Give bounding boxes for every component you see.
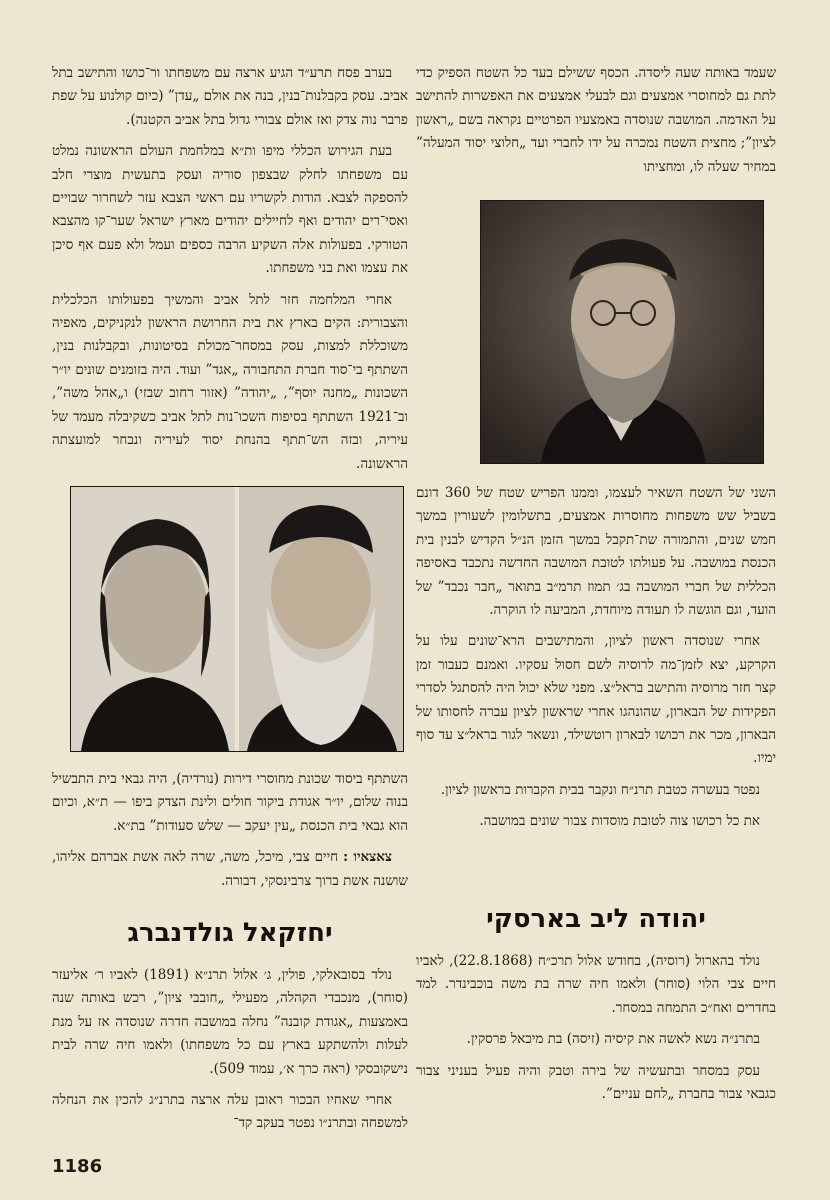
paragraph: אחרי המלחמה חזר לתל אביב והמשיך בפעולותו הכלכלית והצבורית: הקים בארץ את בית החרושת הראשון לנקניקים, מאפיה משוכללת למצות, עסק במסחר־מכולת בסיטונות, ובקבלנות בנין, השתתף בי־סוד חברת התחבורה „אגד” ועוד. היה בזומנים שונים יו״ר השכונות „מחנה יוסף”, „יהודה” (אזור רחוב שבזי) ו„אהל משה”, וב־1921 השתתף בסיפוח השכו־נות לתל אביב כשקיבלה מעמד של עיריה, ובזה הש־תתף בהנחת יסוד לעיריה ונבחר למועצתה הראשונה. <box>52 291 408 472</box>
paragraph: השתתף ביסוד שכונת מחוסרי דירות (נורדיה), היה גבאי בית התבשיל בנוה שלום, יו״ר אגודת ביקור חולים ולינת הצדק ביפו — ת״א, וכיום הוא גבאי בית הכנסת „עין יעקב — שלש סעודות” בת״א. <box>52 771 408 834</box>
portrait-photo <box>480 200 764 464</box>
couple-photo <box>70 486 404 752</box>
paragraph: אחרי שאחיו הבכור ראובן עלה ארצה בתרנ״ג להכין את הנחלה למשפחה ובתרנ״ו נפטר בעקב קד־ <box>52 1092 408 1132</box>
section-heading-right: יהודה ליב בארסקי <box>486 904 706 934</box>
paragraph: בתרנ״ה נשא לאשה את קיסיה (זיסה) בת מיכאל פרסקין. <box>466 1031 760 1048</box>
portrait-elderly-man-icon <box>481 201 763 463</box>
paragraph: עסק במסחר ובתעשיה של בירה וטבק והיה פעיל בעניני צבור כגבאי צבור בחברת „לחם עניים”. <box>416 1062 776 1103</box>
page-number: 1186 <box>52 1156 103 1177</box>
section-heading-left: יחזקאל גולדנברג <box>127 918 333 948</box>
paragraph: נולד בסובאלקי, פולין, ג׳ אלול תרנ״א (1891) לאביו ר׳ אליעזר (סוחר), מנכבדי הקהלה, מפעילי „חובבי ציון”, רכש באותה שנה באמצעות „אגודת קובנה” נחלה במושבה חדרה שנוסדה אז על מנת לעלות ולהשתקע בארץ עם כל משפחתו) ולאמו חיה שרה לבית נישקובסקי (ראה כרך א׳, עמוד 509). <box>52 967 408 1077</box>
descendants-text: חיים צבי, מיכל, משה, שרה לאה אשת אברהם אליהו, שושנה אשת ברוך צרבינסקי, דבורה. <box>52 849 408 889</box>
paragraph: שעמד באותה שעה ליסדה. הכסף ששילם בעד כל השטח הספיק כדי לתת גם למחוסרי אמצעים וגם לבעלי אמצעים את האפשרות להתישב על האדמה. המושבה שנוסדה באמצעיו הפרטיים נקראה בשם „ראשון לציון”; מחצית השטח נמכרה על ידו לחברי ועד „חלוצי יסוד המעלה” במחיר שעלה לו, ומחציתו <box>416 65 776 175</box>
paragraph: אחרי שנוסדה ראשון לציון, והמתישבים הרא־שונים עלו על הקרקע, יצא לזמן־מה לרוסיה לשם חסול עסקיו. ואמנם כעבור זמן קצר חזר מרוסיה והתישב בראל״צ. מפני שלא יכול היה להסתגל לסדרי הפקידות של הבארון, שהונהגו אחרי שראשון לציון עברה לחסותו של הבארון, מכר את רכושו לבארון רוטשילד, ונשאר לגור בראל״צ עד סוף ימיו. <box>416 633 776 767</box>
paragraph: נולד בהארול (רוסיה), בחודש אלול תרכ״ח (22.8.1868), לאביו חיים צבי הלוי (סוחר) ולאמו חיה שרה בת משה בוכבינדר. למד בחדרים ואח״כ התמחה במסחר. <box>416 953 776 1016</box>
left-column-top <box>52 62 408 472</box>
descendants-label: צאצאיו : <box>343 849 392 866</box>
portrait-couple-icon <box>71 487 403 751</box>
paragraph: בעת הגירוש הכללי מיפו ות״א במלחמת העולם הראשונה נמלט עם משפחתו לחלק שבצפון סוריה ועסק בתעשית מוצרי חלב להספקה לצבא. הודות לקשריו עם ראשי הצבא עזר לשחרור שבויים ואסי־רים יהודים ואף לחיילים יהודים מארץ ישראל שער־קו מהצבא הטורקי. בפעולות אלה השקיע הרבה כספים ועמל ולא פעם אף סיכן את עצמו ואת בני משפחתו. <box>52 143 408 277</box>
right-column-middle <box>416 482 776 892</box>
paragraph: את כל רכושו צוה לטובת מוסדות צבור שונים במושבה. <box>479 813 760 830</box>
paragraph: בערב פסח תרע״ד הגיע ארצה עם משפחתו ור־כושו והתישב בתל אביב. עסק בקבלנות־בנין, בנה את אולם „עדן” (כיום קולנוע על שפת פרבר נוה צדק ואז אולם צבורי גדול בתל אביב הקטנה). <box>52 65 408 128</box>
paragraph: השני של השטח השאיר לעצמו, וממנו הפריש שטח של 360 דונם בשביל שש משפחות מחוסרות אמצעים, בתשלומין לשעורין במשך חמש שנים, והתמורה שת־תקבל במשך הזמן הנ״ל הקדיש לבנין בית הכנסת במושבה. על פעולתו לטובת המושבה החדשה נתכבד באסיפה הכללית של חברי המושבה בג׳ תמוז תרמ״ב בתואר „חבר נכבד” של הועד, וגם הוגשה לו תעודה מיוחדת, המביעה לו הוקרה. <box>416 485 776 619</box>
left-column-middle <box>52 768 408 898</box>
right-column-top <box>416 62 776 186</box>
paragraph: נפטר בעשרה כטבת תרנ״ח ונקבר בבית הקברות בראשון לציון. <box>440 781 760 798</box>
left-column-bottom <box>52 964 408 1144</box>
right-column-bottom <box>416 950 776 1145</box>
